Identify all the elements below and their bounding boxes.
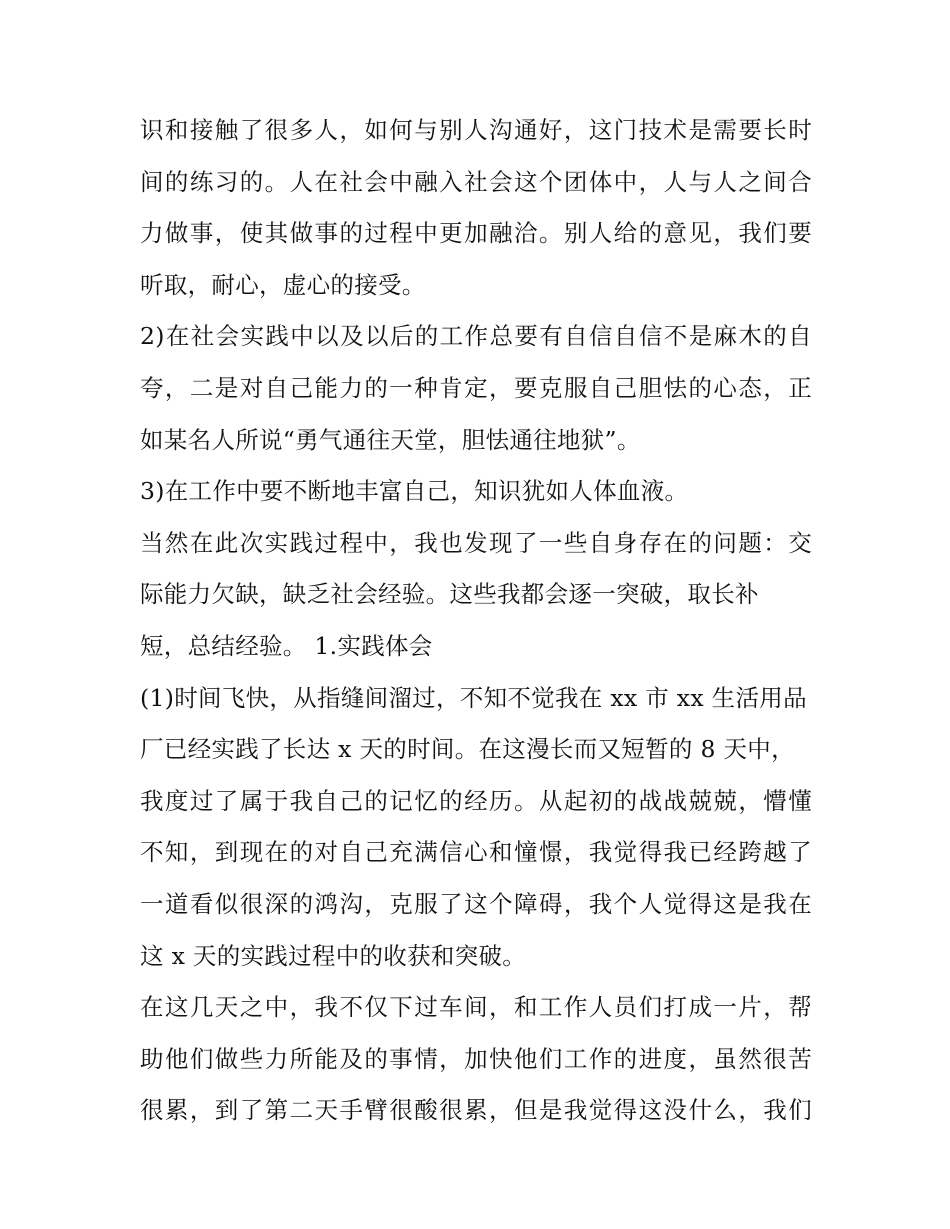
text-line: (1)时间飞快，从指缝间溜过，不知不觉我在 xx 市 xx 生活用品	[140, 683, 807, 712]
text-line: 一道看似很深的鸿沟，克服了这个障碍，我个人觉得这是我在	[140, 889, 812, 918]
text-line: 厂已经实践了长达 x 天的时间。在这漫长而又短暂的 8 天中，	[140, 735, 795, 764]
text-line: 听取，耐心，虚心的接受。	[140, 270, 426, 299]
text-line: 力做事，使其做事的过程中更加融洽。别人给的意见，我们要	[140, 219, 812, 248]
text-line: 如某名人所说“勇气通往天堂，胆怯通往地狱”。	[140, 425, 641, 454]
text-line: 我度过了属于我自己的记忆的经历。从起初的战战兢兢，懵懂	[140, 786, 812, 815]
text-line: 很累，到了第二天手臂很酸很累，但是我觉得这没什么，我们	[140, 1096, 812, 1125]
text-line: 短，总结经验。 1.实践体会	[140, 631, 433, 660]
text-line: 不知，到现在的对自己充满信心和憧憬，我觉得我已经跨越了	[140, 838, 812, 867]
text-line: 际能力欠缺，缺乏社会经验。这些我都会逐一突破，取长补	[140, 580, 759, 609]
text-line: 当然在此次实践过程中，我也发现了一些自身存在的问题：交	[140, 528, 812, 557]
text-line: 2)在社会实践中以及以后的工作总要有自信自信不是麻木的自	[140, 322, 812, 351]
document-body	[140, 105, 812, 1137]
text-line: 识和接触了很多人，如何与别人沟通好，这门技术是需要长时	[140, 116, 812, 144]
text-line: 3)在工作中要不断地丰富自己，知识犹如人体血液。	[140, 477, 689, 506]
text-line: 助他们做些力所能及的事情，加快他们工作的进度，虽然很苦	[140, 1044, 812, 1073]
text-line: 间的练习的。人在社会中融入社会这个团体中，人与人之间合	[140, 167, 812, 196]
text-line: 这 x 天的实践过程中的收获和突破。	[140, 941, 527, 970]
text-line: 在这几天之中，我不仅下过车间，和工作人员们打成一片，帮	[140, 993, 812, 1022]
text-line: 夸，二是对自己能力的一种肯定，要克服自己胆怯的心态，正	[140, 373, 812, 402]
